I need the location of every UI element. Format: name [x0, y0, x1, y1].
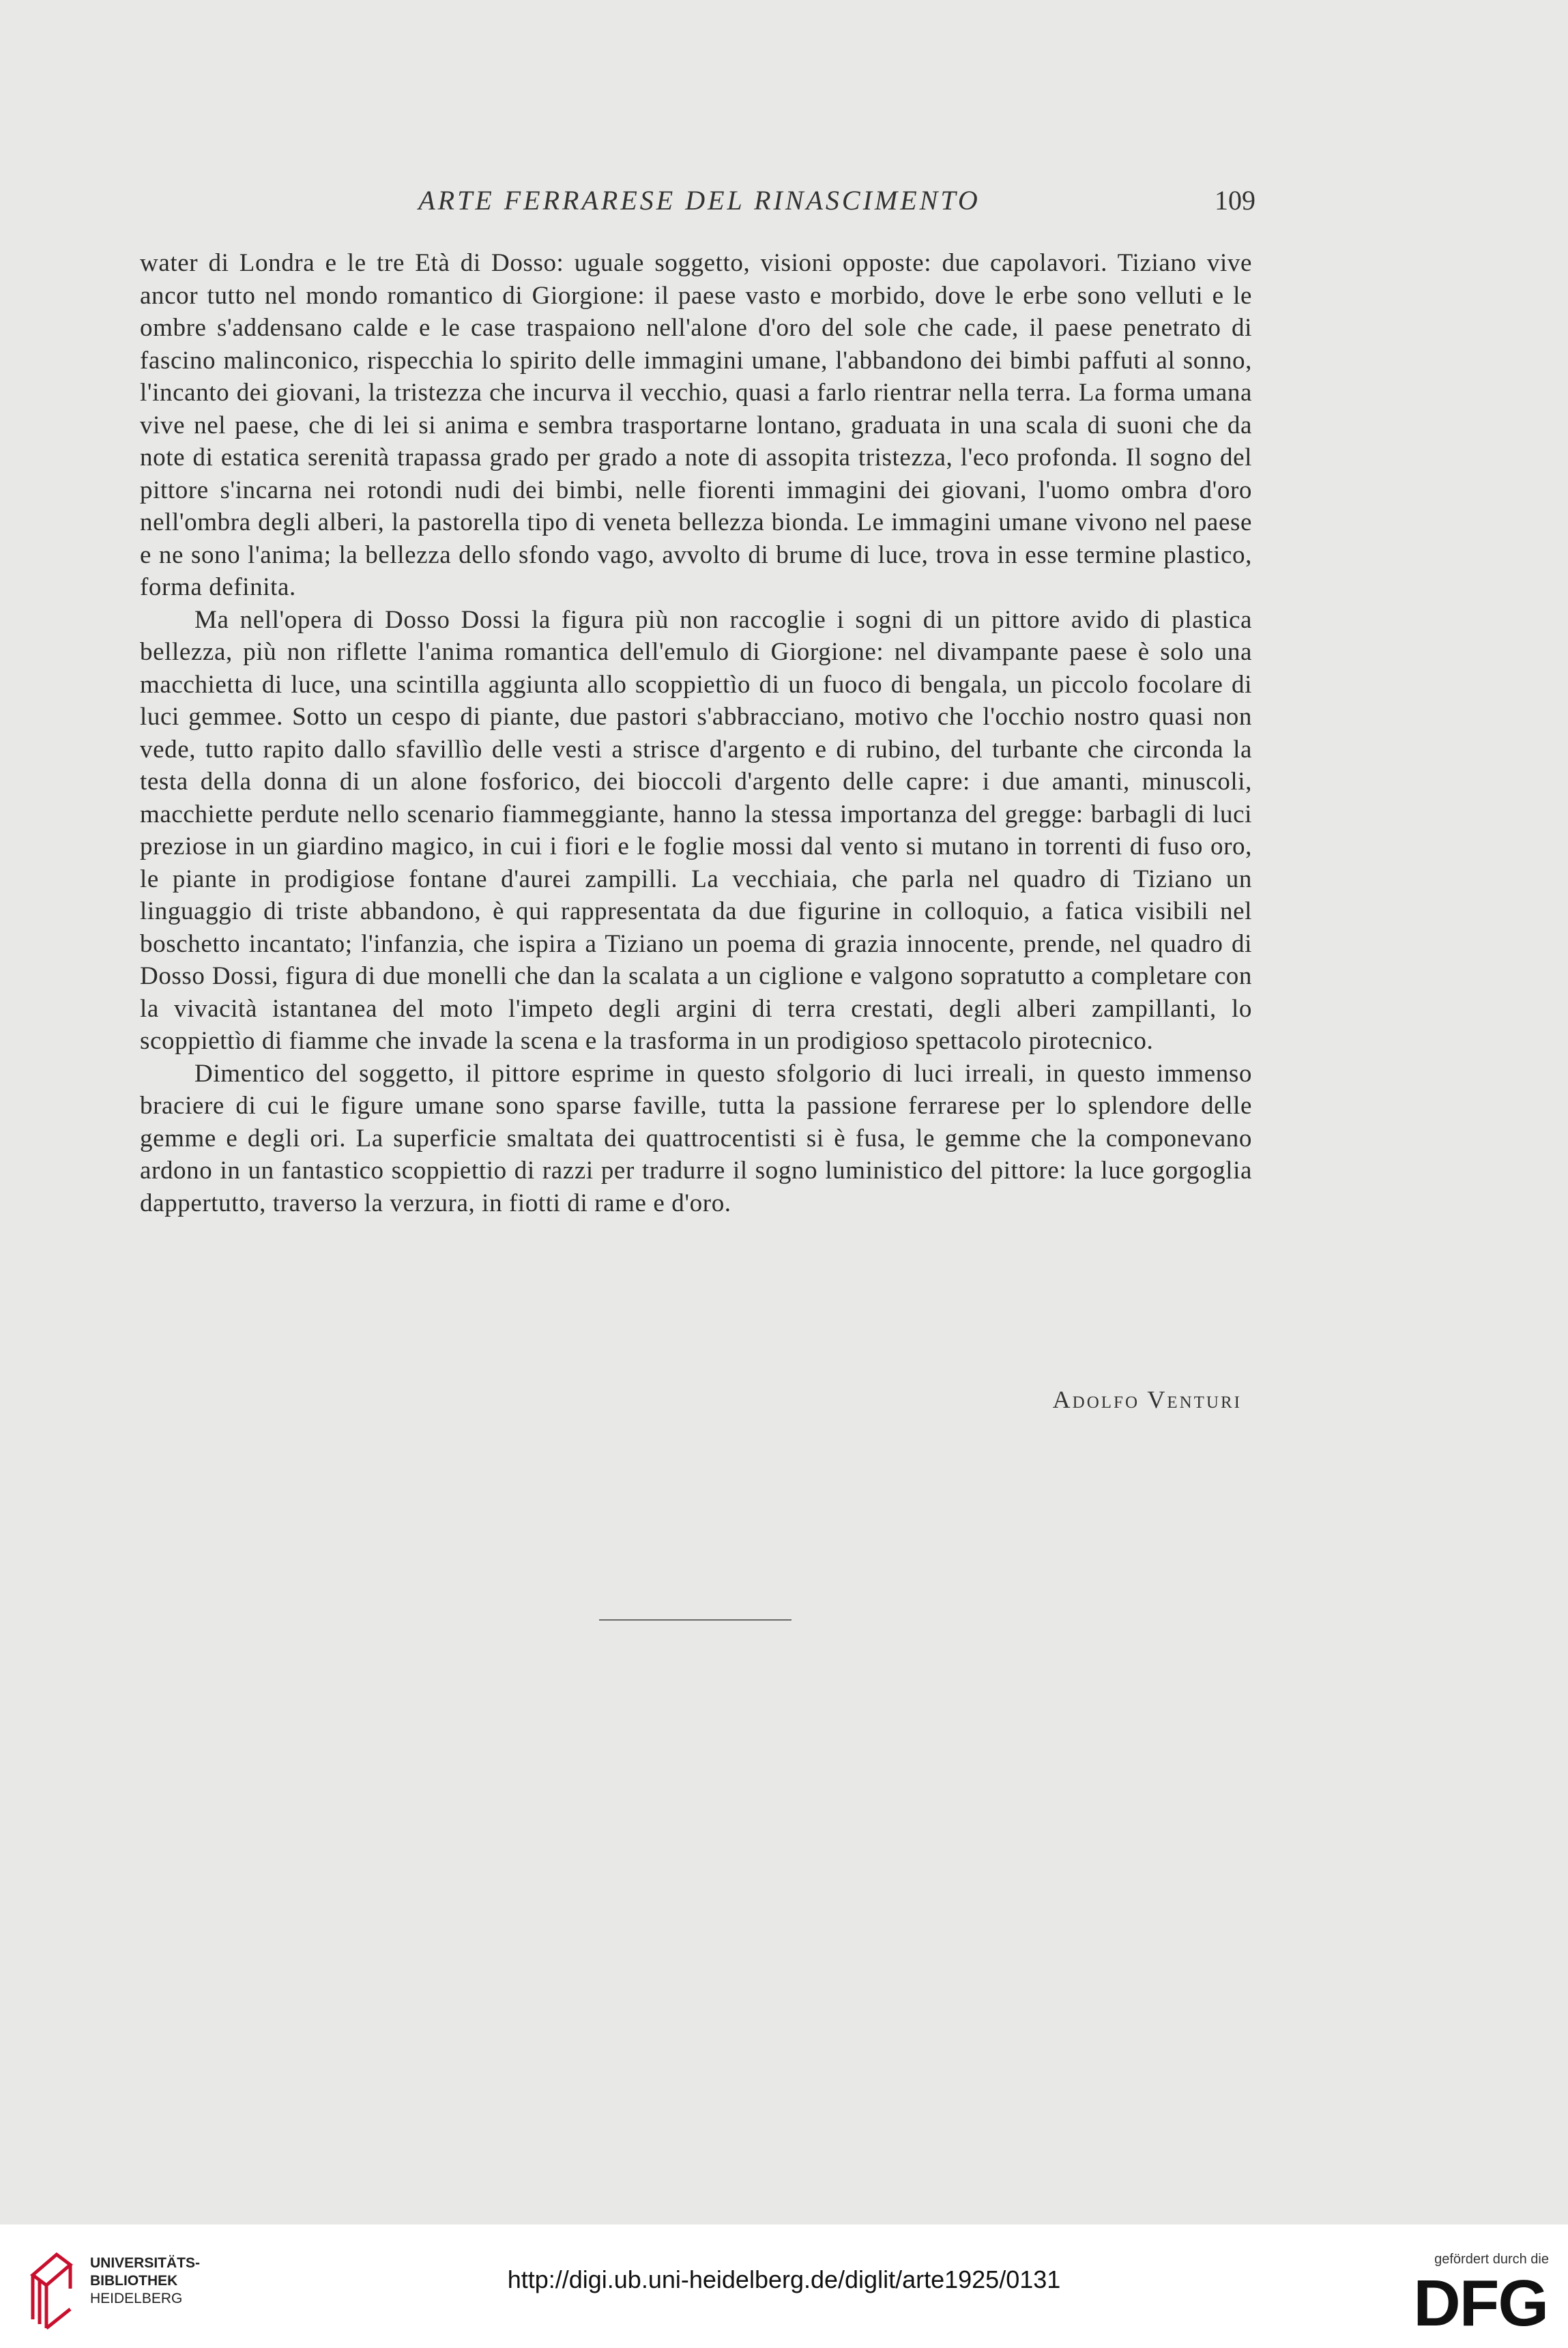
library-name-line-1: UNIVERSITÄTS-: [90, 2255, 201, 2271]
funding-caption: gefördert durch die: [1434, 2252, 1549, 2267]
paragraph-1: water di Londra e le tre Età di Dosso: uguale soggetto, visioni opposte: due capolavori. Tiziano vive ancor tutto nel mondo romantico di Giorgione: il paese vasto e morbido, dove le erbe sono velluti e le ombre s'addensano calde e le case traspaiono nell'alone d'oro del sole che cade, il paese penetrato di fascino malinconico, rispecchia lo spirito delle immagini umane, l'abbandono dei bimbi paffuti al sonno, l'incanto dei giovani, la tristezza che incurva il vecchio, quasi a farlo rientrar nella terra. La forma umana vive nel paese, che di lei si anima e sembra trasportarne lontano, graduata in una scala di suoni che da note di estatica serenità trapassa grado per grado a note di assopita tristezza, l'eco profonda. Il sogno del pittore s'incarna nei rotondi nudi dei bimbi, nelle fiorenti immagini dei giovani, l'uomo ombra d'oro nell'ombra degli alberi, la pastorella tipo di veneta bellezza bionda. Le immagini umane vivono nel paese e ne sono l'anima; la bellezza dello sfondo vago, avvolto di brume di luce, trova in esse termine plastico, forma definita.: [140, 249, 1252, 601]
dfg-logo: DFG: [1413, 2267, 1548, 2340]
article-body: [140, 247, 1252, 1219]
permalink-url[interactable]: http://digi.ub.uni-heidelberg.de/diglit/arte1925/0131: [507, 2265, 1061, 2293]
digitization-footer: [0, 2224, 1568, 2348]
library-name-line-2: BIBLIOTHEK: [90, 2273, 178, 2289]
paragraph-2: Ma nell'opera di Dosso Dossi la figura più non raccoglie i sogni di un pittore avido di plastica bellezza, più non riflette l'anima romantica dell'emulo di Giorgione: nel divampante paese è solo una macchietta di luce, una scintilla aggiunta allo scoppiettìo di un fuoco di bengala, un piccolo focolare di luci gemmee. Sotto un cespo di piante, due pastori s'abbracciano, motivo che l'occhio nostro quasi non vede, tutto rapito dallo sfavillìo delle vesti a strisce d'argento e di rubino, del turbante che circonda la testa della donna di un alone fosforico, dei bioccoli d'argento delle capre: i due amanti, minuscoli, macchiette perdute nello scenario fiammeggiante, hanno la stessa importanza del gregge: barbagli di luci preziose in un giardino magico, in cui i fiori e le foglie mossi dal vento si mutano in torrenti di fuso oro, le piante in prodigiose fontane d'aurei zampilli. La vecchiaia, che parla nel quadro di Tiziano un linguaggio di triste abbandono, è qui rappresentata da due figurine in colloquio, a fatica visibili nel boschetto incantato; l'infanzia, che ispira a Tiziano un poema di grazia innocente, prende, nel quadro di Dosso Dossi, figura di due monelli che dan la scalata a un ciglione e valgono sopratutto a completare con la vivacità istantanea del moto l'impeto degli argini di terra crestati, degli alberi zampillanti, lo scoppiettìo di fiamme che invade la scena e la trasforma in un prodigioso spettacolo pirotecnico.: [140, 605, 1252, 1055]
paragraph-3: Dimentico del soggetto, il pittore esprime in questo sfolgorio di luci irreali, in questo immenso braciere di cui le figure umane sono sparse faville, tutta la passione ferrarese per lo splendore delle gemme e degli ori. La superficie smaltata dei quattrocentisti si è fusa, le gemme che la componevano ardono in un fantastico scoppiettio di razzi per tradurre il sogno luministico del pittore: la luce gorgoglia dappertutto, traverso la verzura, in fiotti di rame e d'oro.: [140, 1059, 1252, 1217]
library-name-line-3: HEIDELBERG: [90, 2291, 183, 2306]
page-number: 109: [1215, 185, 1255, 216]
running-head: [143, 184, 1255, 225]
end-divider: [599, 1619, 792, 1621]
running-title: ARTE FERRARESE DEL RINASCIMENTO: [418, 185, 981, 216]
author-signature: Adolfo Venturi: [1052, 1386, 1242, 1413]
